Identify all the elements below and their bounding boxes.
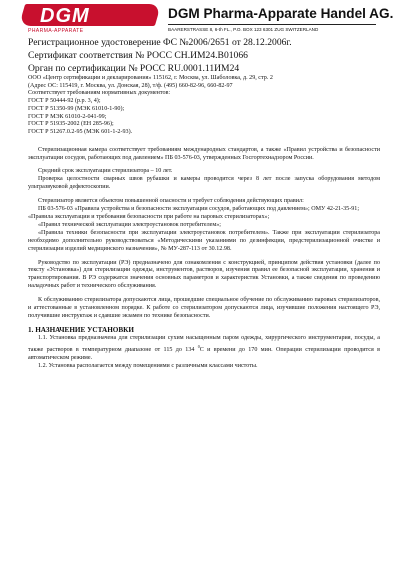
standard-item: ГОСТ Р МЭК 61010-2-041-99; [28, 113, 107, 120]
paragraph: «Правил технической эксплуатации электроустановок потребителем»; [38, 221, 221, 228]
conformity-certificate: Сертификат соответствия № РОСС СН.ИМ24.В01066 [28, 50, 248, 61]
section-heading: 1. НАЗНАЧЕНИЕ УСТАНОВКИ [28, 325, 134, 334]
registration-certificate: Регистрационное удостоверение ФС №2006/2651 от 28.12.2006г. [28, 37, 292, 48]
standard-item: ГОСТ Р 51935-2002 (ЕН 285-96); [28, 121, 114, 128]
degree-sign: 0 [197, 343, 200, 349]
org-line-1: ООО «Центр сертификации и декларирования» 115162, г. Москва, ул. Шаболовка, д. 29, стр. 2 [28, 75, 273, 81]
paragraph: К обслуживанию стерилизатора допускаются лица, прошедшие специальное обучение по обслуживанию паровых стерилизаторов, и аттестованные в установленном порядке. К работе со стерилизатором допускаются лица, изучившие положения настоящего РЭ, получившие инструктаж и сдавшие экзамен по технике безопасности. [28, 297, 380, 319]
paragraph: «Правила эксплуатации и требования безопасности при работе на паровых стерилизаторах»; [28, 213, 270, 220]
certification-body: Орган по сертификации № РОСС RU.0001.11ИМ24 [28, 63, 240, 74]
paragraph: 1.2. Установка располагается между помещениями с различными классами чистоты. [38, 362, 258, 369]
paragraph [28, 335, 380, 363]
paragraph: Стерилизатор является объектом повышенной опасности и требует соблюдения действующих правил: [38, 198, 304, 205]
standard-item: ГОСТ Р 51267.0.2-95 (МЭК 601-1-2-93). [28, 128, 133, 135]
paragraph: Руководство по эксплуатации (РЭ) предназначено для ознакомления с конструкцией, принципом действия установки (далее по тексту «Установка») для стерилизации одежды, инструментов, растворов, изучения правил ее безопасной эксплуатации, хранения и транспортирования. В РЭ содержатся значения основных параметров и характеристик Установки, а также сведения по проведению наладочных работ и технического обслуживания. [28, 259, 380, 290]
company-name: DGM Pharma-Apparate Handel AG. [168, 6, 394, 21]
org-line-2: (Адрес ОС: 115419, г. Москва, ул. Донская, 28), т/ф. (495) 660-82-96, 660-82-97 [28, 82, 233, 89]
document-body [28, 36, 380, 371]
paragraph-text: С и времени до 170 мин. Операции стерилизации проводится в автоматическом режиме. [28, 346, 380, 361]
company-logo [22, 4, 158, 34]
logo-text: DGM [40, 5, 90, 27]
standard-item: ГОСТ Р 50444-92 (р.р. 3, 4); [28, 98, 101, 105]
company-address: BAARERSTRASSE 8, 6-th FL., P.O. BOX 123 6301 ZUG SWITZERLAND [168, 24, 376, 32]
paragraph: Стерилизационная камера соответствует требованиям международных стандартов, а также «Правил устройства и безопасности эксплуатации сосудов, работающих под давлением» ПБ 03-576-03, утвержденных Госгортехнадзором России. [28, 146, 380, 161]
paragraph: ПБ 03-576-03 «Правила устройства и безопасности эксплуатации сосудов, работающих под давлением»; ОМУ 42-21-35-91; [38, 206, 360, 213]
org-line-3: Соответствует требованиям нормативных документов: [28, 90, 171, 97]
paragraph-text: 1.1. Установка предназначена для стерилизации сухим насыщенным паром одежды, хирургического инструментария, посуды, а также растворов в температурном диапазоне от 115 до 134 [28, 334, 380, 353]
paragraph: «Правила техники безопасности при эксплуатации электроустановок потребителем». Также при эксплуатации стерилизатора необходимо дополнительно руководствоваться «Методическими указаниями по дезинфекции, предстерилизационной очистке и стерилизации изделий медицинского назначения», № МУ-287-113 от 30.12.98. [28, 229, 380, 252]
standard-item: ГОСТ Р 51350-99 (МЭК 61010-1-90); [28, 105, 125, 112]
logo-tagline: PHARMA-APPARATE [28, 28, 84, 34]
paragraph: Проверка целостности сварных швов рубашки и камеры проводится через 8 лет после запуска оборудования методом ультразвуковой дефектоскопии. [28, 176, 380, 191]
paragraph: Средний срок эксплуатации стерилизатора – 10 лет. [38, 168, 173, 175]
